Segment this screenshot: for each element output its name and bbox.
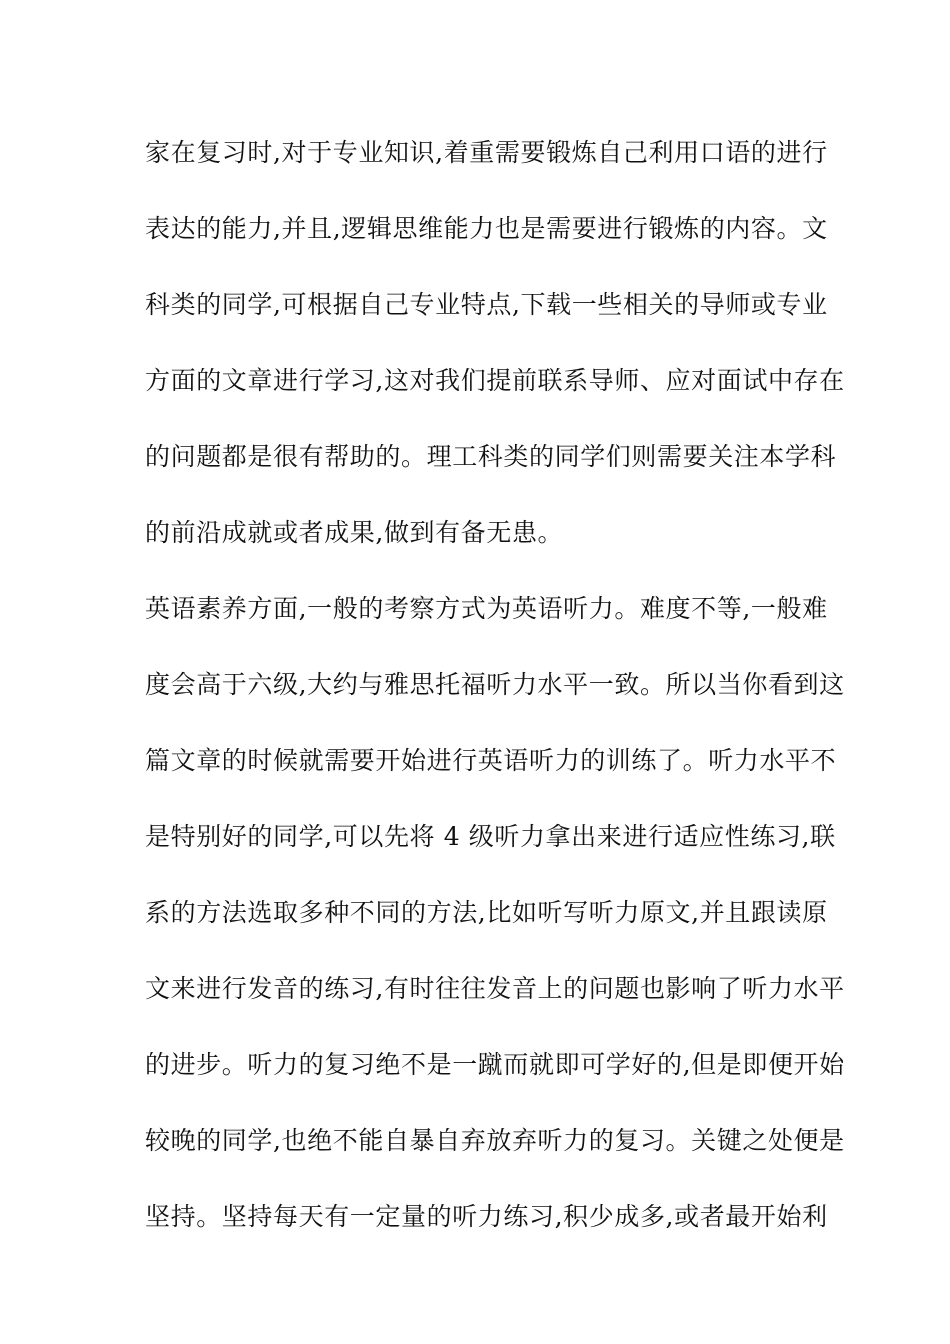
text-line: 是特别好的同学,可以先将 4 级听力拿出来进行适应性练习,联 <box>145 822 836 851</box>
text-line: 度会高于六级,大约与雅思托福听力水平一致。所以当你看到这 <box>145 670 845 699</box>
text-line: 篇文章的时候就需要开始进行英语听力的训练了。听力水平不 <box>145 746 837 775</box>
text-line: 英语素养方面,一般的考察方式为英语听力。难度不等,一般难 <box>145 594 828 623</box>
text-line: 方面的文章进行学习,这对我们提前联系导师、应对面试中存在 <box>145 366 845 395</box>
text-line: 的前沿成就或者成果,做到有备无患。 <box>145 518 564 547</box>
document-body <box>145 130 845 1270</box>
text-line: 的进步。听力的复习绝不是一蹴而就即可学好的,但是即便开始 <box>145 1050 845 1079</box>
text-line: 科类的同学,可根据自己专业特点,下载一些相关的导师或专业 <box>145 290 828 319</box>
text-line: 系的方法选取多种不同的方法,比如听写听力原文,并且跟读原 <box>145 898 828 927</box>
text-line: 文来进行发音的练习,有时往往发音上的问题也影响了听力水平 <box>145 974 845 1003</box>
text-line: 家在复习时,对于专业知识,着重需要锻炼自己利用口语的进行 <box>145 138 828 167</box>
text-line: 表达的能力,并且,逻辑思维能力也是需要进行锻炼的内容。文 <box>145 214 828 243</box>
text-line: 较晚的同学,也绝不能自暴自弃放弃听力的复习。关键之处便是 <box>145 1126 845 1155</box>
text-line: 的问题都是很有帮助的。理工科类的同学们则需要关注本学科 <box>145 442 837 471</box>
text-line: 坚持。坚持每天有一定量的听力练习,积少成多,或者最开始利 <box>145 1202 828 1231</box>
